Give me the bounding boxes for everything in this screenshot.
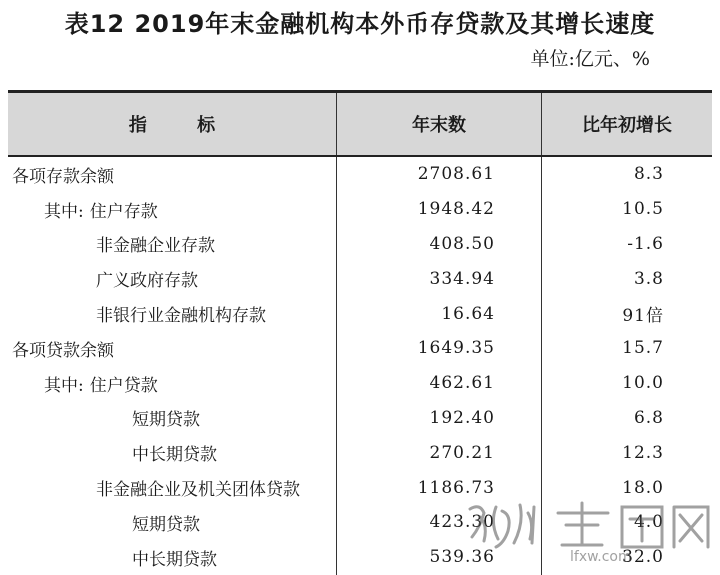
- row-growth-value: 4.0: [541, 505, 712, 540]
- table-row: [8, 192, 712, 227]
- row-year-end-value: 1649.35: [336, 331, 541, 366]
- row-year-end-value: 408.50: [336, 227, 541, 262]
- row-label: 非银行业金融机构存款: [96, 306, 266, 327]
- row-label: 短期贷款: [132, 410, 200, 431]
- row-prefix: 其中:: [44, 375, 84, 396]
- row-growth-value: 12.3: [541, 435, 712, 470]
- row-growth-value: 10.5: [541, 192, 712, 227]
- row-prefix: 其中:: [44, 201, 84, 222]
- row-label: 住户贷款: [89, 375, 158, 396]
- row-growth-value: 32.0: [541, 540, 712, 575]
- row-indicator: [8, 157, 336, 192]
- row-growth-value: 15.7: [541, 331, 712, 366]
- row-label: 住户存款: [89, 201, 158, 222]
- row-year-end-value: 192.40: [336, 401, 541, 436]
- table-title: 表12 2019年末金融机构本外币存贷款及其增长速度: [64, 10, 656, 38]
- row-indicator: [8, 227, 336, 262]
- table-row: [8, 227, 712, 262]
- row-year-end-value: 16.64: [336, 296, 541, 331]
- row-indicator: [8, 366, 336, 401]
- row-year-end-value: 1948.42: [336, 192, 541, 227]
- watermark-domain: lfxw.com: [570, 549, 632, 565]
- row-label: 各项存款余额: [12, 166, 114, 187]
- row-year-end-value: 1186.73: [336, 470, 541, 505]
- table-row: [8, 331, 712, 366]
- table-row: [8, 435, 712, 470]
- row-label: 广义政府存款: [96, 271, 198, 292]
- row-year-end-value: 2708.61: [336, 157, 541, 192]
- row-year-end-value: 462.61: [336, 366, 541, 401]
- row-growth-value: 3.8: [541, 261, 712, 296]
- row-year-end-value: 334.94: [336, 261, 541, 296]
- row-label: 非金融企业及机关团体贷款: [96, 480, 300, 501]
- row-label: 中长期贷款: [132, 549, 217, 570]
- row-growth-value: -1.6: [541, 227, 712, 262]
- row-indicator: [8, 401, 336, 436]
- row-indicator: [8, 470, 336, 505]
- table-row: [8, 157, 712, 192]
- row-indicator: [8, 435, 336, 470]
- row-label: 非金融企业存款: [96, 236, 215, 257]
- table-row: [8, 366, 712, 401]
- header-growth: 比年初增长: [541, 93, 712, 155]
- unit-label: 单位:亿元、%: [530, 48, 650, 70]
- row-indicator: [8, 505, 336, 540]
- row-year-end-value: 270.21: [336, 435, 541, 470]
- row-indicator: [8, 261, 336, 296]
- row-growth-value: 10.0: [541, 366, 712, 401]
- row-growth-value: 8.3: [541, 157, 712, 192]
- site-watermark-logo: [462, 495, 712, 565]
- row-growth-value: 6.8: [541, 401, 712, 436]
- header-indicator: 指 标: [128, 115, 238, 136]
- row-year-end-value: 539.36: [336, 540, 541, 575]
- row-indicator: [8, 296, 336, 331]
- row-label: 中长期贷款: [132, 445, 217, 466]
- row-indicator: [8, 192, 336, 227]
- table-header: [8, 90, 712, 157]
- row-year-end-value: 423.30: [336, 505, 541, 540]
- row-indicator: [8, 540, 336, 575]
- header-year-end: 年末数: [336, 93, 541, 155]
- table-row: [8, 401, 712, 436]
- row-growth-value: 91倍: [541, 296, 712, 331]
- row-label: 短期贷款: [132, 514, 200, 535]
- row-indicator: [8, 331, 336, 366]
- row-growth-value: 18.0: [541, 470, 712, 505]
- row-label: 各项贷款余额: [12, 340, 114, 361]
- table-row: [8, 261, 712, 296]
- table-row: [8, 296, 712, 331]
